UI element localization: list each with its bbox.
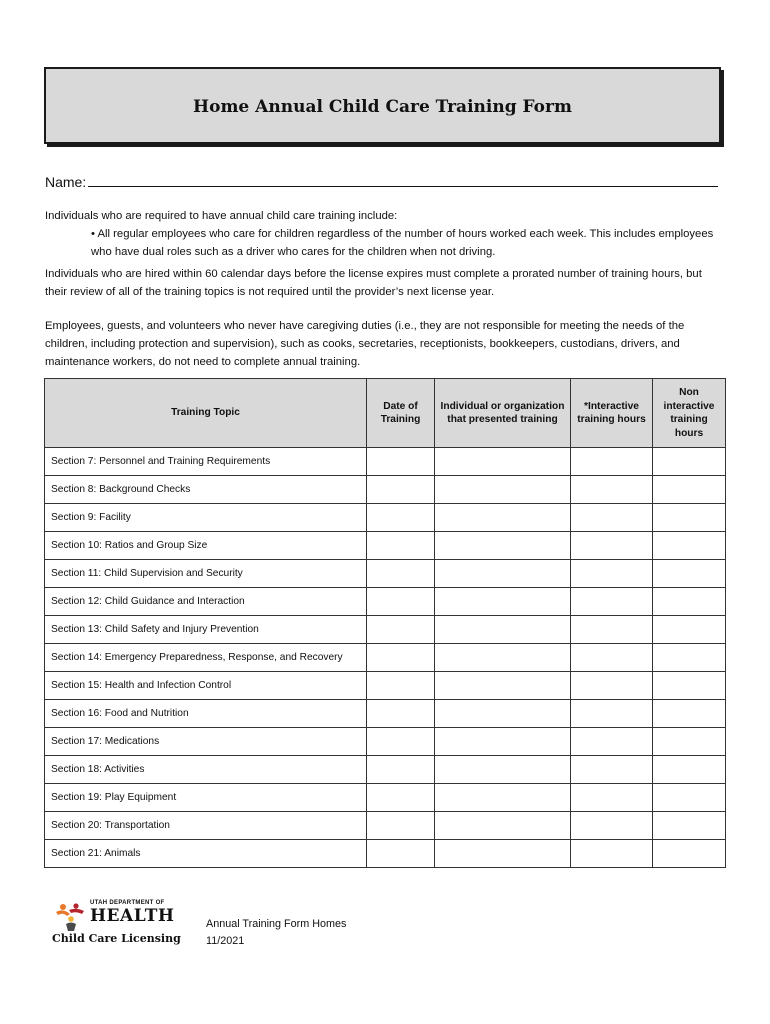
training-table <box>44 378 726 868</box>
noninteractive-hours-cell[interactable] <box>653 476 726 504</box>
table-row <box>45 504 726 532</box>
noninteractive-hours-cell[interactable] <box>653 840 726 868</box>
header-presenter: Individual or organization that presented training <box>435 379 571 448</box>
interactive-hours-cell[interactable] <box>571 504 653 532</box>
presenter-cell[interactable] <box>435 644 571 672</box>
date-cell[interactable] <box>367 532 435 560</box>
table-row <box>45 560 726 588</box>
presenter-cell[interactable] <box>435 560 571 588</box>
training-topic-cell: Section 7: Personnel and Training Requirements <box>45 448 367 476</box>
training-topic-cell: Section 14: Emergency Preparedness, Response, and Recovery <box>45 644 367 672</box>
interactive-hours-cell[interactable] <box>571 616 653 644</box>
date-cell[interactable] <box>367 588 435 616</box>
presenter-cell[interactable] <box>435 728 571 756</box>
noninteractive-hours-cell[interactable] <box>653 672 726 700</box>
table-row <box>45 532 726 560</box>
presenter-cell[interactable] <box>435 588 571 616</box>
prorated-text: Individuals who are hired within 60 calendar days before the license expires must complete a prorated number of training hours, but their review of all of the training topics is not required until the provider’s next license year. <box>45 268 702 298</box>
exemption-text: Employees, guests, and volunteers who never have caregiving duties (i.e., they are not responsible for meeting the needs of the children, including protection and supervision), such as cooks, secretaries, receptionists, bookkeepers, custodians, drivers, and maintenance workers, do not need to complete annual training. <box>45 320 685 368</box>
health-logo <box>52 900 181 946</box>
noninteractive-hours-cell[interactable] <box>653 504 726 532</box>
presenter-cell[interactable] <box>435 448 571 476</box>
people-logo-icon <box>54 902 88 932</box>
interactive-hours-cell[interactable] <box>571 588 653 616</box>
training-topic-cell: Section 12: Child Guidance and Interaction <box>45 588 367 616</box>
table-row <box>45 476 726 504</box>
date-cell[interactable] <box>367 756 435 784</box>
footer <box>206 916 346 950</box>
presenter-cell[interactable] <box>435 504 571 532</box>
date-cell[interactable] <box>367 616 435 644</box>
name-field[interactable] <box>88 176 718 187</box>
noninteractive-hours-cell[interactable] <box>653 756 726 784</box>
noninteractive-hours-cell[interactable] <box>653 560 726 588</box>
presenter-cell[interactable] <box>435 532 571 560</box>
training-topic-cell: Section 20: Transportation <box>45 812 367 840</box>
presenter-cell[interactable] <box>435 812 571 840</box>
date-cell[interactable] <box>367 728 435 756</box>
table-header-row <box>45 379 726 448</box>
noninteractive-hours-cell[interactable] <box>653 644 726 672</box>
noninteractive-hours-cell[interactable] <box>653 728 726 756</box>
date-cell[interactable] <box>367 448 435 476</box>
table-row <box>45 672 726 700</box>
logo-program-text: Child Care Licensing <box>52 932 181 945</box>
noninteractive-hours-cell[interactable] <box>653 448 726 476</box>
training-topic-cell: Section 17: Medications <box>45 728 367 756</box>
table-row <box>45 840 726 868</box>
training-topic-cell: Section 8: Background Checks <box>45 476 367 504</box>
date-cell[interactable] <box>367 476 435 504</box>
noninteractive-hours-cell[interactable] <box>653 616 726 644</box>
interactive-hours-cell[interactable] <box>571 644 653 672</box>
training-topic-cell: Section 18: Activities <box>45 756 367 784</box>
table-row <box>45 784 726 812</box>
header-date: Date of Training <box>367 379 435 448</box>
interactive-hours-cell[interactable] <box>571 728 653 756</box>
interactive-hours-cell[interactable] <box>571 812 653 840</box>
name-field-row <box>45 174 718 190</box>
date-cell[interactable] <box>367 784 435 812</box>
table-row <box>45 812 726 840</box>
noninteractive-hours-cell[interactable] <box>653 588 726 616</box>
table-row <box>45 616 726 644</box>
interactive-hours-cell[interactable] <box>571 532 653 560</box>
presenter-cell[interactable] <box>435 700 571 728</box>
training-topic-cell: Section 16: Food and Nutrition <box>45 700 367 728</box>
noninteractive-hours-cell[interactable] <box>653 784 726 812</box>
interactive-hours-cell[interactable] <box>571 560 653 588</box>
date-cell[interactable] <box>367 672 435 700</box>
logo-dept-text: UTAH DEPARTMENT OF <box>90 900 165 906</box>
date-cell[interactable] <box>367 504 435 532</box>
header-training-topic: Training Topic <box>45 379 367 448</box>
interactive-hours-cell[interactable] <box>571 700 653 728</box>
training-topic-cell: Section 11: Child Supervision and Security <box>45 560 367 588</box>
table-row <box>45 448 726 476</box>
table-row <box>45 756 726 784</box>
presenter-cell[interactable] <box>435 476 571 504</box>
interactive-hours-cell[interactable] <box>571 672 653 700</box>
presenter-cell[interactable] <box>435 672 571 700</box>
noninteractive-hours-cell[interactable] <box>653 812 726 840</box>
logo-health-text: HEALTH <box>90 906 175 926</box>
footer-date: 11/2021 <box>206 935 245 947</box>
training-topic-cell: Section 15: Health and Infection Control <box>45 672 367 700</box>
training-topic-cell: Section 13: Child Safety and Injury Prevention <box>45 616 367 644</box>
table-row <box>45 728 726 756</box>
interactive-hours-cell[interactable] <box>571 756 653 784</box>
bullet-text: • All regular employees who care for children regardless of the number of hours worked each week. This includes employees who have dual roles such as a driver who cares for the children when not driving. <box>91 228 714 258</box>
table-row <box>45 644 726 672</box>
training-topic-cell: Section 10: Ratios and Group Size <box>45 532 367 560</box>
presenter-cell[interactable] <box>435 616 571 644</box>
presenter-cell[interactable] <box>435 784 571 812</box>
intro-text: Individuals who are required to have annual child care training include: <box>45 210 398 222</box>
date-cell[interactable] <box>367 560 435 588</box>
training-topic-cell: Section 21: Animals <box>45 840 367 868</box>
header-noninteractive-hours: Non interactive training hours <box>653 379 726 448</box>
training-topic-cell: Section 19: Play Equipment <box>45 784 367 812</box>
table-row <box>45 700 726 728</box>
date-cell[interactable] <box>367 644 435 672</box>
noninteractive-hours-cell[interactable] <box>653 700 726 728</box>
interactive-hours-cell[interactable] <box>571 840 653 868</box>
date-cell[interactable] <box>367 700 435 728</box>
presenter-cell[interactable] <box>435 756 571 784</box>
form-title: Home Annual Child Care Training Form <box>193 97 572 117</box>
table-row <box>45 588 726 616</box>
interactive-hours-cell[interactable] <box>571 784 653 812</box>
presenter-cell[interactable] <box>435 840 571 868</box>
name-label: Name: <box>45 174 87 190</box>
interactive-hours-cell[interactable] <box>571 448 653 476</box>
date-cell[interactable] <box>367 840 435 868</box>
date-cell[interactable] <box>367 812 435 840</box>
interactive-hours-cell[interactable] <box>571 476 653 504</box>
title-box <box>44 67 721 144</box>
footer-form-name: Annual Training Form Homes <box>206 918 347 930</box>
noninteractive-hours-cell[interactable] <box>653 532 726 560</box>
training-topic-cell: Section 9: Facility <box>45 504 367 532</box>
header-interactive-hours: *Interactive training hours <box>571 379 653 448</box>
